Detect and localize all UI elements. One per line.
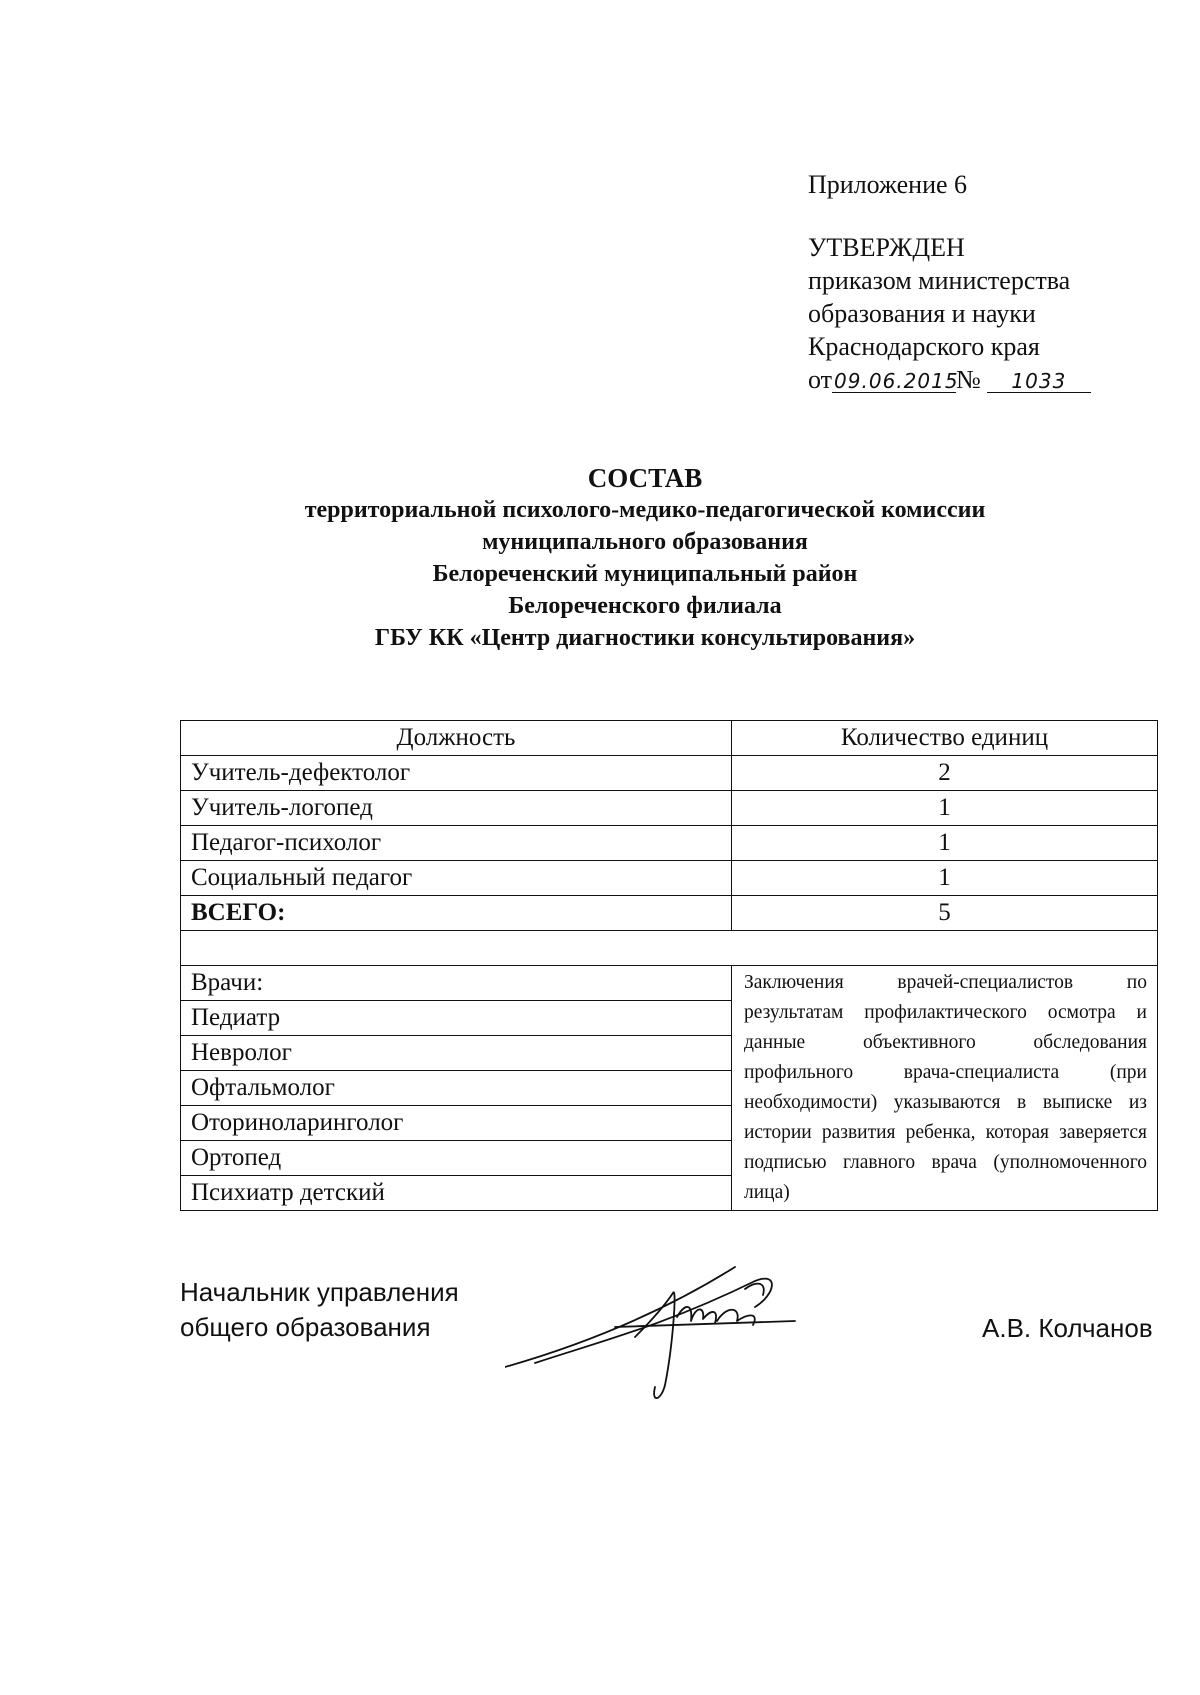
signatory-position-line-1: Начальник управления [180,1277,459,1307]
document-title [200,462,1090,654]
total-row [181,896,1158,931]
handwritten-signature [505,1255,845,1405]
approval-line-3: Краснодарского края [808,332,1040,361]
doctor-specialty: Офтальмолог [181,1071,732,1106]
approval-line-1: приказом министерства [808,266,1071,295]
doctor-specialty: Ортопед [181,1141,732,1176]
order-date-line [808,363,1148,396]
row-position: Учитель-логопед [181,791,732,826]
doctor-specialty: Психиатр детский [181,1176,732,1211]
approval-line-2: образования и науки [808,299,1036,328]
table-row [181,756,1158,791]
header-count: Количество единиц [732,721,1158,756]
table-row [181,861,1158,896]
table-header-row [181,721,1158,756]
doctor-specialty: Оториноларинголог [181,1106,732,1141]
empty-row [181,931,1158,966]
appendix-label: Приложение 6 [808,170,968,199]
number-sign: № [956,365,981,394]
row-position: Социальный педагог [181,861,732,896]
total-label: ВСЕГО: [181,896,732,931]
doctors-note: Заключения врачей-специалистов по результатам профилактического осмотра и данные объективного обследования профильного врача-специалиста (при необходимости) указываются в выписке из истории развития ребенка, которая заверяется подписью главного врача (уполномоченного лица) [732,966,1158,1211]
total-value: 5 [732,896,1158,931]
approval-block [808,168,1148,396]
header-position: Должность [181,721,732,756]
signatory-position-line-2: общего образования [180,1312,431,1342]
row-position: Педагог-психолог [181,826,732,861]
staff-table [180,720,1158,1211]
title-line-2: муниципального образования [482,529,808,555]
title-line-1: территориальной психолого-медико-педагогической комиссии [304,497,986,523]
doctors-heading: Врачи: [181,966,732,1001]
doctor-specialty: Педиатр [181,1001,732,1036]
table-row [181,791,1158,826]
row-count: 1 [732,791,1158,826]
title-main: СОСТАВ [587,463,703,493]
empty-cell [181,931,1158,966]
signatory-name: А.В. Колчанов [982,1313,1153,1343]
row-count: 1 [732,861,1158,896]
title-line-3: Белореченский муниципальный район [432,561,858,587]
row-position: Учитель-дефектолог [181,756,732,791]
title-line-5: ГБУ КК «Центр диагностики консультирования» [374,625,916,651]
order-number-value: 1033 [987,370,1091,393]
approved-label: УТВЕРЖДЕН [808,233,965,262]
signatory-position [180,1275,459,1345]
row-count: 1 [732,826,1158,861]
row-count: 2 [732,756,1158,791]
title-line-4: Белореченского филиала [508,593,782,619]
date-prefix: от [808,365,833,394]
table-row [181,826,1158,861]
doctor-specialty: Невролог [181,1036,732,1071]
doctor-row [181,966,1158,1001]
order-date-value: 09.06.2015 [834,369,959,393]
